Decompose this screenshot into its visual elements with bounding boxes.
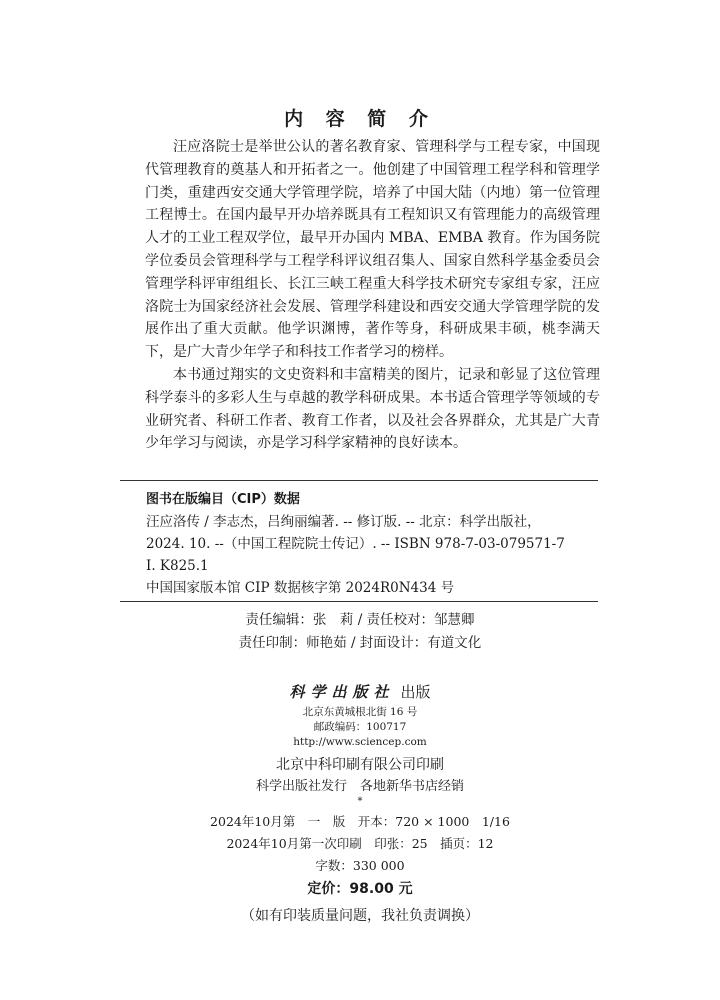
cip-line-3: Ⅰ. K825.1 [146,558,209,574]
cip-line-4: 中国国家版本馆 CIP 数据核字第 2024R0N434 号 [146,580,455,596]
cip-line-2: 2024. 10. --（中国工程院院士传记）. -- ISBN 978-7-03-079571-7 [146,536,565,552]
distributor-line: 科学出版社发行 各地新华书店经销 [255,779,464,794]
page-title: 内 容 简 介 [284,108,436,130]
quality-notice: （如有印装质量问题，我社负责调换） [241,908,479,924]
production-credits: 责任印制：师艳茹 / 封面设计：有道文化 [238,635,482,651]
publisher-postcode: 邮政编码：100717 [313,721,407,733]
summary-paragraph-2: 本书通过翔实的文史资料和丰富精美的图片，记录和彰显了这位管理科学泰斗的多彩人生与卓越的教学科研成果。本书适合管理学等领域的专业研究者、科研工作者、教育工作者，以及社会各界群众，尤其是广大青少年学习与阅读，亦是学习科学家精神的良好读本。 [145,366,600,452]
cip-bottom-divider [120,601,598,602]
edition-line: 2024年10月第 一 版 开本：720 × 1000 1/16 [210,814,510,829]
cip-line-1: 汪应洛传 / 李志杰，吕绚丽编著. -- 修订版. -- 北京：科学出版社， [146,514,541,530]
publisher-suffix: 出版 [400,683,431,701]
publisher-line [0,681,720,702]
summary-text [145,136,600,455]
price-label: 定价：98.00 元 [307,881,413,897]
word-count: 字数：330 000 [315,858,405,873]
publisher-logo-text: 科学出版社 [289,683,395,701]
printing-line: 2024年10月第一次印刷 印张：25 插页：12 [226,836,494,851]
separator-star: * [357,796,363,807]
cip-top-divider [120,480,598,481]
printer-line: 北京中科印刷有限公司印刷 [276,757,444,773]
cip-heading: 图书在版编目（CIP）数据 [146,492,300,507]
summary-paragraph-1: 汪应洛院士是举世公认的著名教育家、管理科学与工程专家，中国现代管理教育的奠基人和开拓者之一。他创建了中国管理工程学科和管理学门类，重建西安交通大学管理学院，培养了中国大陆（内地）第一位管理工程博士。在国内最早开办培养既具有工程知识又有管理能力的高级管理人才的工业工程双学位，最早开办国内 MBA、EMBA 教育。作为国务院学位委员会管理科学与工程学科评议组召集人、国家自然科学基金委员会管理学科评审组组长、长江三峡工程重大科学技术研究专家组专家，汪应洛院士为国家经济社会发展、管理学科建设和西安交通大学管理学院的发展作出了重大贡献。他学识渊博，著作等身，科研成果丰硕，桃李满天下，是广大青少年学子和科技工作者学习的榜样。 [145,139,600,361]
editor-credits: 责任编辑：张 莉 / 责任校对：邹慧卿 [245,612,475,628]
publisher-website: http://www.sciencep.com [293,736,427,748]
publisher-address: 北京东黄城根北街 16 号 [302,706,418,718]
